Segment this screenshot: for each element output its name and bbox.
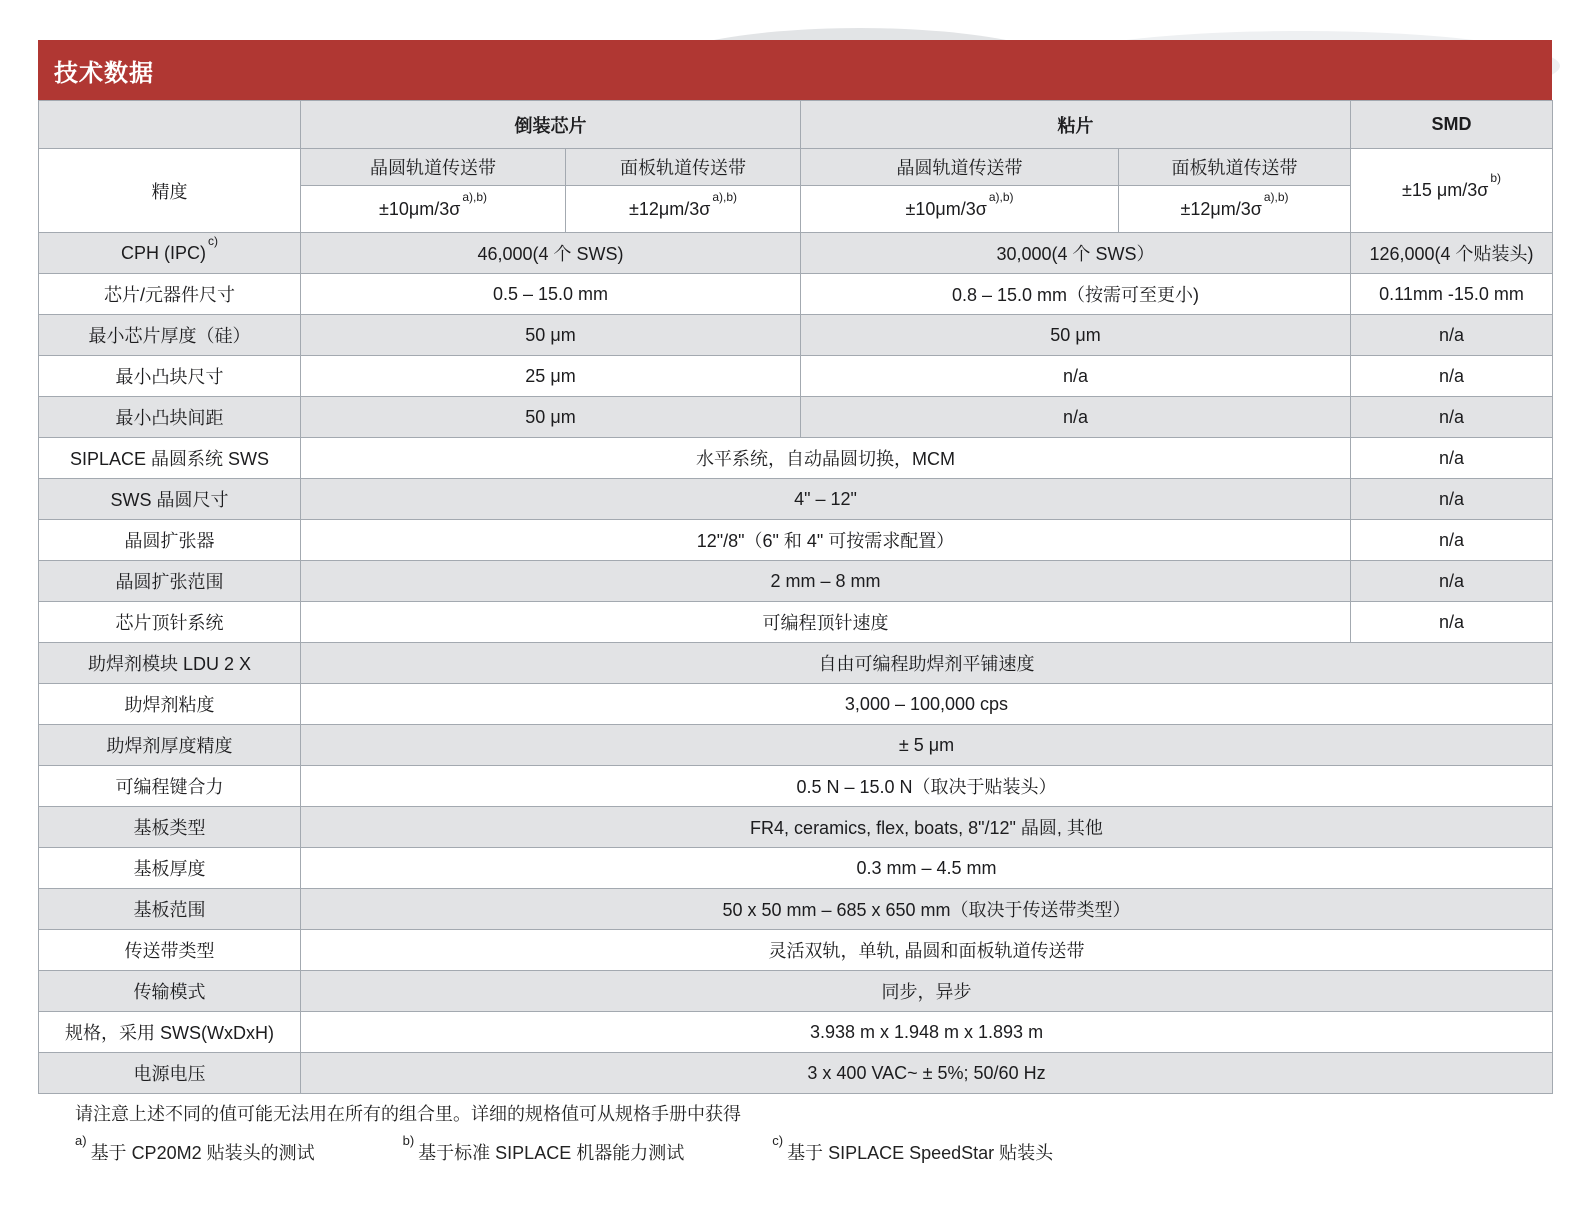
row-label-text: CPH (IPC): [121, 242, 206, 263]
row-label-accuracy: 精度: [39, 149, 301, 233]
table-row: [39, 101, 1553, 149]
row-label-substrate-type: 基板类型: [39, 807, 301, 848]
table-row: [39, 725, 1553, 766]
subheader-fc-panel-track: 面板轨道传送带: [566, 149, 801, 186]
row-label-wafer-expander: 晶圆扩张器: [39, 520, 301, 561]
row-label-min-bump-size: 最小凸块尺寸: [39, 356, 301, 397]
cell-cph-db: 30,000(4 个 SWS）: [801, 233, 1351, 274]
cell-thickness-fc: 50 μm: [301, 315, 801, 356]
accuracy-sup: a),b): [988, 189, 1014, 204]
table-row: [39, 766, 1553, 807]
accuracy-sup: a),b): [462, 189, 488, 204]
table-row: [39, 479, 1553, 520]
footnote-b-text: 基于标准 SIPLACE 机器能力测试: [418, 1143, 685, 1163]
row-label-component-size: 芯片/元器件尺寸: [39, 274, 301, 315]
cell-cph-fc: 46,000(4 个 SWS): [301, 233, 801, 274]
cell-bumppitch-db: n/a: [801, 397, 1351, 438]
footnote-a-text: 基于 CP20M2 贴装头的测试: [90, 1143, 315, 1163]
cell-wafer-expander-smd: n/a: [1351, 520, 1553, 561]
table-title-bar: [38, 40, 1552, 100]
table-row: [39, 889, 1553, 930]
col-header-smd: SMD: [1351, 101, 1553, 149]
row-label-supply-voltage: 电源电压: [39, 1053, 301, 1094]
cell-expansion-range-smd: n/a: [1351, 561, 1553, 602]
cell-flux-thickness: ± 5 μm: [301, 725, 1553, 766]
cell-accuracy-smd: [1351, 149, 1553, 233]
col-header-die-bond: 粘片: [801, 101, 1351, 149]
table-row: [39, 438, 1553, 479]
table-row: [39, 930, 1553, 971]
cell-bumppitch-smd: n/a: [1351, 397, 1553, 438]
table-row: [39, 520, 1553, 561]
cell-accuracy-fc-wafer: [301, 186, 566, 233]
cell-ejector-system: 可编程顶针速度: [301, 602, 1351, 643]
accuracy-value: ±12μm/3σ: [1180, 198, 1262, 219]
row-label-expansion-range: 晶圆扩张范围: [39, 561, 301, 602]
table-row: [39, 643, 1553, 684]
cell-sws-system-smd: n/a: [1351, 438, 1553, 479]
cell-accuracy-db-panel: [1119, 186, 1351, 233]
row-label-flux-module: 助焊剂模块 LDU 2 X: [39, 643, 301, 684]
table-row: [39, 356, 1553, 397]
row-label-substrate-thickness: 基板厚度: [39, 848, 301, 889]
table-row: [39, 807, 1553, 848]
cell-conveyor-type: 灵活双轨，单轨, 晶圆和面板轨道传送带: [301, 930, 1553, 971]
cell-bond-force: 0.5 N – 15.0 N（取决于贴装头）: [301, 766, 1553, 807]
row-label-flux-viscosity: 助焊剂粘度: [39, 684, 301, 725]
footnote-b-sup: b): [402, 1133, 415, 1148]
footer: [75, 1100, 1375, 1165]
table-row: [39, 274, 1553, 315]
footnote-c-sup: c): [772, 1133, 784, 1148]
cell-flux-module: 自由可编程助焊剂平铺速度: [301, 643, 1553, 684]
footnote-a-sup: a): [75, 1133, 87, 1148]
cell-size-fc: 0.5 – 15.0 mm: [301, 274, 801, 315]
cell-supply-voltage: 3 x 400 VAC~ ± 5%; 50/60 Hz: [301, 1053, 1553, 1094]
footnote-c: [772, 1133, 1054, 1165]
footnote-c-text: 基于 SIPLACE SpeedStar 贴装头: [787, 1143, 1054, 1163]
row-label-sws-system: SIPLACE 晶圆系统 SWS: [39, 438, 301, 479]
cell-transfer-mode: 同步，异步: [301, 971, 1553, 1012]
cell-bumpsize-db: n/a: [801, 356, 1351, 397]
cell-size-db: 0.8 – 15.0 mm（按需可至更小): [801, 274, 1351, 315]
cell-substrate-thickness: 0.3 mm – 4.5 mm: [301, 848, 1553, 889]
accuracy-sup: a),b): [712, 189, 738, 204]
cell-thickness-db: 50 μm: [801, 315, 1351, 356]
accuracy-smd-value: ±15 μm/3σ: [1401, 180, 1489, 200]
table-row: [39, 149, 1553, 186]
subheader-db-panel-track: 面板轨道传送带: [1119, 149, 1351, 186]
row-label-substrate-range: 基板范围: [39, 889, 301, 930]
table-title: 技术数据: [54, 59, 154, 87]
table-row: [39, 848, 1553, 889]
footnote-a: [75, 1133, 315, 1165]
cell-sws-system: 水平系统，自动晶圆切换，MCM: [301, 438, 1351, 479]
row-label-transfer-mode: 传输模式: [39, 971, 301, 1012]
cell-wafer-expander: 12"/8"（6" 和 4" 可按需求配置）: [301, 520, 1351, 561]
cell-bumpsize-fc: 25 μm: [301, 356, 801, 397]
cell-size-smd: 0.11mm -15.0 mm: [1351, 274, 1553, 315]
cell-ejector-system-smd: n/a: [1351, 602, 1553, 643]
cell-cph-smd: 126,000(4 个贴装头): [1351, 233, 1553, 274]
corner-cell: [39, 101, 301, 149]
table-row: [39, 397, 1553, 438]
table-row: [39, 233, 1553, 274]
accuracy-value: ±10μm/3σ: [905, 198, 987, 219]
cell-bumpsize-smd: n/a: [1351, 356, 1553, 397]
col-header-flip-chip: 倒装芯片: [301, 101, 801, 149]
accuracy-sup: a),b): [1263, 189, 1289, 204]
table-row: [39, 1053, 1553, 1094]
cell-sws-wafer-size-smd: n/a: [1351, 479, 1553, 520]
footer-note: 请注意上述不同的值可能无法用在所有的组合里。详细的规格值可从规格手册中获得: [75, 1104, 741, 1124]
row-label-conveyor-type: 传送带类型: [39, 930, 301, 971]
cell-dimensions: 3.938 m x 1.948 m x 1.893 m: [301, 1012, 1553, 1053]
cell-bumppitch-fc: 50 μm: [301, 397, 801, 438]
row-label-min-bump-pitch: 最小凸块间距: [39, 397, 301, 438]
table-row: [39, 602, 1553, 643]
table-row: [39, 315, 1553, 356]
row-label-flux-thickness: 助焊剂厚度精度: [39, 725, 301, 766]
row-label-sws-wafer-size: SWS 晶圆尺寸: [39, 479, 301, 520]
footnote-b: [402, 1133, 685, 1165]
row-label-bond-force: 可编程键合力: [39, 766, 301, 807]
accuracy-value: ±12μm/3σ: [628, 198, 711, 219]
subheader-db-wafer-track: 晶圆轨道传送带: [801, 149, 1119, 186]
cell-thickness-smd: n/a: [1351, 315, 1553, 356]
table-row: [39, 971, 1553, 1012]
table-row: [39, 561, 1553, 602]
cell-expansion-range: 2 mm – 8 mm: [301, 561, 1351, 602]
tech-data-table: [38, 100, 1553, 1094]
accuracy-value: ±10μm/3σ: [378, 198, 461, 219]
row-label-sup: c): [208, 233, 218, 248]
table-row: [39, 1012, 1553, 1053]
cell-flux-viscosity: 3,000 – 100,000 cps: [301, 684, 1553, 725]
row-label-ejector-system: 芯片顶针系统: [39, 602, 301, 643]
row-label-dimensions: 规格，采用 SWS(WxDxH): [39, 1012, 301, 1053]
table-row: [39, 684, 1553, 725]
row-label-cph: [39, 233, 301, 274]
footnotes: [75, 1133, 1375, 1165]
cell-accuracy-fc-panel: [566, 186, 801, 233]
cell-sws-wafer-size: 4" – 12": [301, 479, 1351, 520]
cell-substrate-range: 50 x 50 mm – 685 x 650 mm（取决于传送带类型）: [301, 889, 1553, 930]
cell-accuracy-db-wafer: [801, 186, 1119, 233]
row-label-min-die-thickness: 最小芯片厚度（硅）: [39, 315, 301, 356]
cell-substrate-type: FR4, ceramics, flex, boats, 8"/12" 晶圆, 其他: [301, 807, 1553, 848]
subheader-fc-wafer-track: 晶圆轨道传送带: [301, 149, 566, 186]
accuracy-smd-sup: b): [1490, 171, 1502, 185]
